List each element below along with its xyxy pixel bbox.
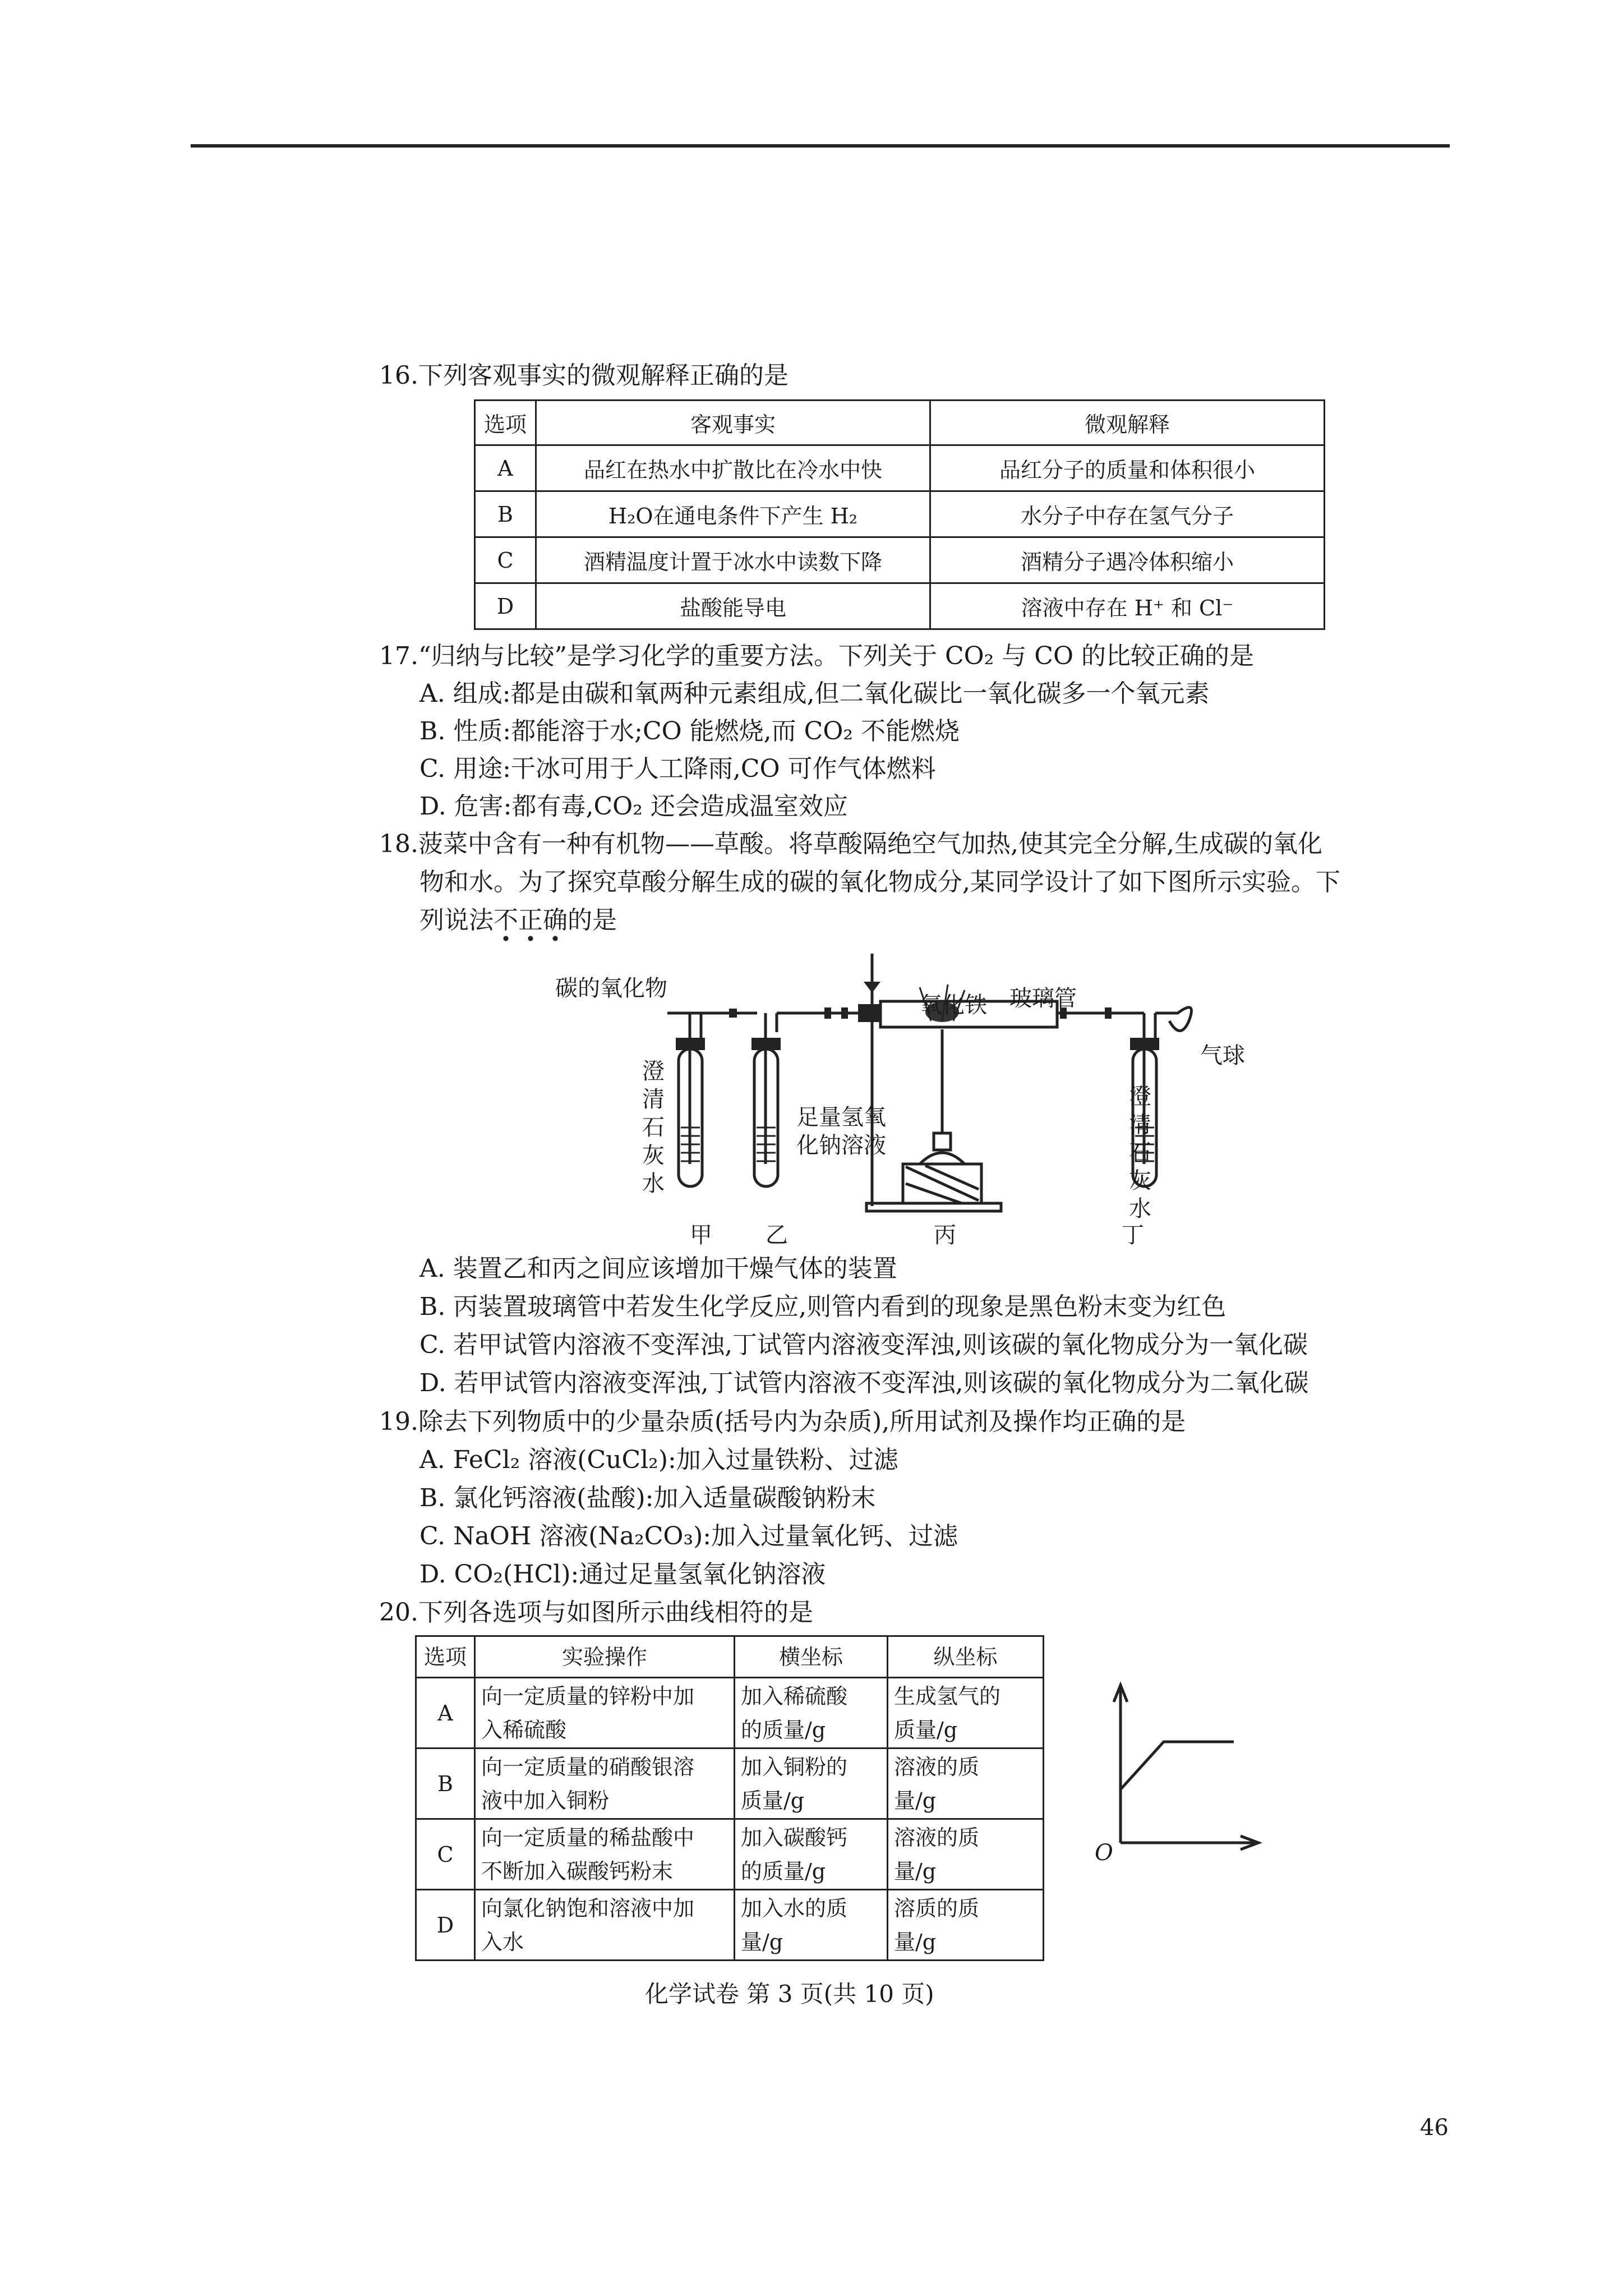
q20-table <box>415 1635 1044 1961</box>
q18-stem-line3 <box>419 904 617 937</box>
q20-curve-graph <box>1088 1677 1267 1862</box>
q20-header-y: 纵坐标 <box>888 1636 1044 1678</box>
q18-stem-post: 的是 <box>568 906 617 935</box>
q18-stem-emphasis: 不正确 <box>494 906 568 942</box>
q20-cell-y <box>888 1678 1044 1749</box>
table-row <box>416 1890 1044 1961</box>
label-limewater-jia <box>640 1057 666 1198</box>
q18-option-d: D. 若甲试管内溶液变浑浊,丁试管内溶液不变浑浊,则该碳的氧化物成分为二氧化碳 <box>419 1369 1309 1397</box>
cell-line: 生成氢气的 <box>894 1683 1001 1709</box>
page-number: 46 <box>1420 2115 1449 2141</box>
table-row <box>416 1819 1044 1890</box>
cell-line: 量/g <box>894 1858 937 1884</box>
q20-cell-operation <box>475 1749 735 1819</box>
cell-line: 入稀硫酸 <box>481 1717 567 1742</box>
cell-line: 向一定质量的锌粉中加 <box>481 1683 695 1709</box>
label-naoh-line2: 化钠溶液 <box>796 1133 886 1158</box>
cell-line: 液中加入铜粉 <box>481 1788 610 1813</box>
q16-cell-explanation: 溶液中存在 H⁺ 和 Cl⁻ <box>930 583 1325 629</box>
q20-cell-option: D <box>416 1890 475 1961</box>
label-limewater-ding <box>1127 1083 1153 1223</box>
q17-option-d: D. 危害:都有毒,CO₂ 还会造成温室效应 <box>419 792 848 821</box>
q20-cell-operation <box>475 1819 735 1890</box>
q18-option-a: A. 装置乙和丙之间应该增加干燥气体的装置 <box>419 1254 897 1283</box>
stopper <box>751 1038 781 1050</box>
q19-option-a: A. FeCl₂ 溶液(CuCl₂):加入过量铁粉、过滤 <box>419 1446 898 1474</box>
q16-header-fact: 客观事实 <box>536 401 930 445</box>
q18-option-b: B. 丙装置玻璃管中若发生化学反应,则管内看到的现象是黑色粉末变为红色 <box>419 1292 1227 1321</box>
q16-cell-option: D <box>475 583 536 629</box>
q19-option-b: B. 氯化钙溶液(盐酸):加入适量碳酸钠粉末 <box>419 1484 876 1512</box>
cell-line: 的质量/g <box>741 1858 826 1884</box>
cell-line: 向氯化钠饱和溶液中加 <box>481 1895 695 1921</box>
q16-cell-fact: 酒精温度计置于冰水中读数下降 <box>536 537 930 583</box>
q20-cell-operation <box>475 1678 735 1749</box>
cell-line: 量/g <box>894 1929 937 1954</box>
table-row <box>475 583 1325 629</box>
label-glass-tube: 玻璃管 <box>1009 986 1077 1011</box>
q19-option-d: D. CO₂(HCl):通过足量氢氧化钠溶液 <box>419 1560 826 1589</box>
q20-cell-option: B <box>416 1749 475 1819</box>
q17-option-b: B. 性质:都能溶于水;CO 能燃烧,而 CO₂ 不能燃烧 <box>419 717 960 746</box>
q20-cell-x <box>735 1890 888 1961</box>
curve <box>1121 1742 1234 1789</box>
cell-line: 加入铜粉的 <box>741 1754 848 1779</box>
cell-line: 向一定质量的硝酸银溶 <box>481 1754 695 1779</box>
label-limewater-text: 澄清石灰水 <box>1129 1084 1151 1222</box>
q18-stem-line2: 物和水。为了探究草酸分解生成的碳的氧化物成分,某同学设计了如下图所示实验。下 <box>419 868 1340 896</box>
q16-header-explanation: 微观解释 <box>930 401 1325 445</box>
balloon <box>1155 1007 1192 1031</box>
clamp <box>858 1004 880 1022</box>
stopper <box>676 1038 705 1050</box>
q16-table <box>474 399 1325 630</box>
q17-option-c: C. 用途:干冰可用于人工降雨,CO 可作气体燃料 <box>419 754 936 783</box>
q20-cell-operation <box>475 1890 735 1961</box>
label-limewater-text: 澄清石灰水 <box>642 1059 665 1197</box>
q18-stem-pre: 列说法 <box>419 906 494 935</box>
label-balloon: 气球 <box>1200 1043 1245 1069</box>
cell-line: 质量/g <box>741 1788 805 1813</box>
table-row <box>475 491 1325 537</box>
label-carbon-oxide: 碳的氧化物 <box>555 976 667 1001</box>
cell-line: 不断加入碳酸钙粉末 <box>481 1858 674 1884</box>
q17-stem: 17.“归纳与比较”是学习化学的重要方法。下列关于 CO₂ 与 CO 的比较正确的是 <box>379 642 1255 670</box>
alcohol-lamp-top <box>920 1153 965 1164</box>
label-naoh-line1: 足量氢氧 <box>796 1105 886 1130</box>
q16-cell-explanation: 水分子中存在氢气分子 <box>930 491 1325 537</box>
q20-cell-option: C <box>416 1819 475 1890</box>
q16-cell-fact: H₂O在通电条件下产生 H₂ <box>536 491 930 537</box>
q19-stem: 19.除去下列物质中的少量杂质(括号内为杂质),所用试剂及操作均正确的是 <box>379 1407 1186 1436</box>
q20-stem: 20.下列各选项与如图所示曲线相符的是 <box>379 1598 813 1627</box>
graph-origin-label: O <box>1095 1840 1113 1866</box>
label-iron-oxide: 氧化铁 <box>920 992 987 1018</box>
q20-cell-option: A <box>416 1678 475 1749</box>
table-row <box>475 445 1325 491</box>
clamp-screw <box>864 982 880 993</box>
stopper <box>1130 1038 1159 1050</box>
q18-stem-line1: 18.菠菜中含有一种有机物——草酸。将草酸隔绝空气加热,使其完全分解,生成碳的氧化 <box>379 830 1322 858</box>
cell-line: 量/g <box>894 1788 937 1813</box>
q16-cell-option: B <box>475 491 536 537</box>
q16-cell-fact: 品红在热水中扩散比在冷水中快 <box>536 445 930 491</box>
top-rule <box>191 144 1450 148</box>
table-row <box>416 1678 1044 1749</box>
q20-header-x: 横坐标 <box>735 1636 888 1678</box>
q20-header-option: 选项 <box>416 1636 475 1678</box>
q20-cell-x <box>735 1678 888 1749</box>
q20-cell-y <box>888 1819 1044 1890</box>
cell-line: 量/g <box>741 1929 783 1954</box>
label-ding: 丁 <box>1122 1222 1144 1248</box>
q20-cell-x <box>735 1819 888 1890</box>
label-jia: 甲 <box>690 1222 712 1248</box>
table-row <box>475 537 1325 583</box>
label-yi: 乙 <box>766 1222 788 1248</box>
q17-option-a: A. 组成:都是由碳和氧两种元素组成,但二氧化碳比一氧化碳多一个氧元素 <box>419 679 1210 708</box>
q20-cell-y <box>888 1749 1044 1819</box>
q16-cell-explanation: 酒精分子遇冷体积缩小 <box>930 537 1325 583</box>
q20-cell-y <box>888 1890 1044 1961</box>
q20-cell-x <box>735 1749 888 1819</box>
cell-line: 溶质的质 <box>894 1895 980 1921</box>
cell-line: 加入稀硫酸 <box>741 1683 848 1709</box>
cell-line: 溶液的质 <box>894 1825 980 1850</box>
q19-option-c: C. NaOH 溶液(Na₂CO₃):加入过量氧化钙、过滤 <box>419 1522 958 1550</box>
cell-line: 溶液的质 <box>894 1754 980 1779</box>
q16-header-option: 选项 <box>475 401 536 445</box>
cell-line: 的质量/g <box>741 1717 826 1742</box>
q16-cell-option: A <box>475 445 536 491</box>
page-footer: 化学试卷 第 3 页(共 10 页) <box>645 1980 934 2008</box>
cell-line: 入水 <box>481 1929 524 1954</box>
q16-cell-explanation: 品红分子的质量和体积很小 <box>930 445 1325 491</box>
q16-cell-fact: 盐酸能导电 <box>536 583 930 629</box>
q20-header-operation: 实验操作 <box>475 1636 735 1678</box>
cell-line: 质量/g <box>894 1717 958 1742</box>
cell-line: 加入水的质 <box>741 1895 848 1921</box>
label-bing: 丙 <box>934 1222 956 1248</box>
q18-option-c: C. 若甲试管内溶液不变浑浊,丁试管内溶液变浑浊,则该碳的氧化物成分为一氧化碳 <box>419 1331 1308 1359</box>
table-row <box>416 1749 1044 1819</box>
q16-cell-option: C <box>475 537 536 583</box>
cell-line: 向一定质量的稀盐酸中 <box>481 1825 695 1850</box>
cell-line: 加入碳酸钙 <box>741 1825 848 1850</box>
q16-stem: 16.下列客观事实的微观解释正确的是 <box>379 361 789 390</box>
